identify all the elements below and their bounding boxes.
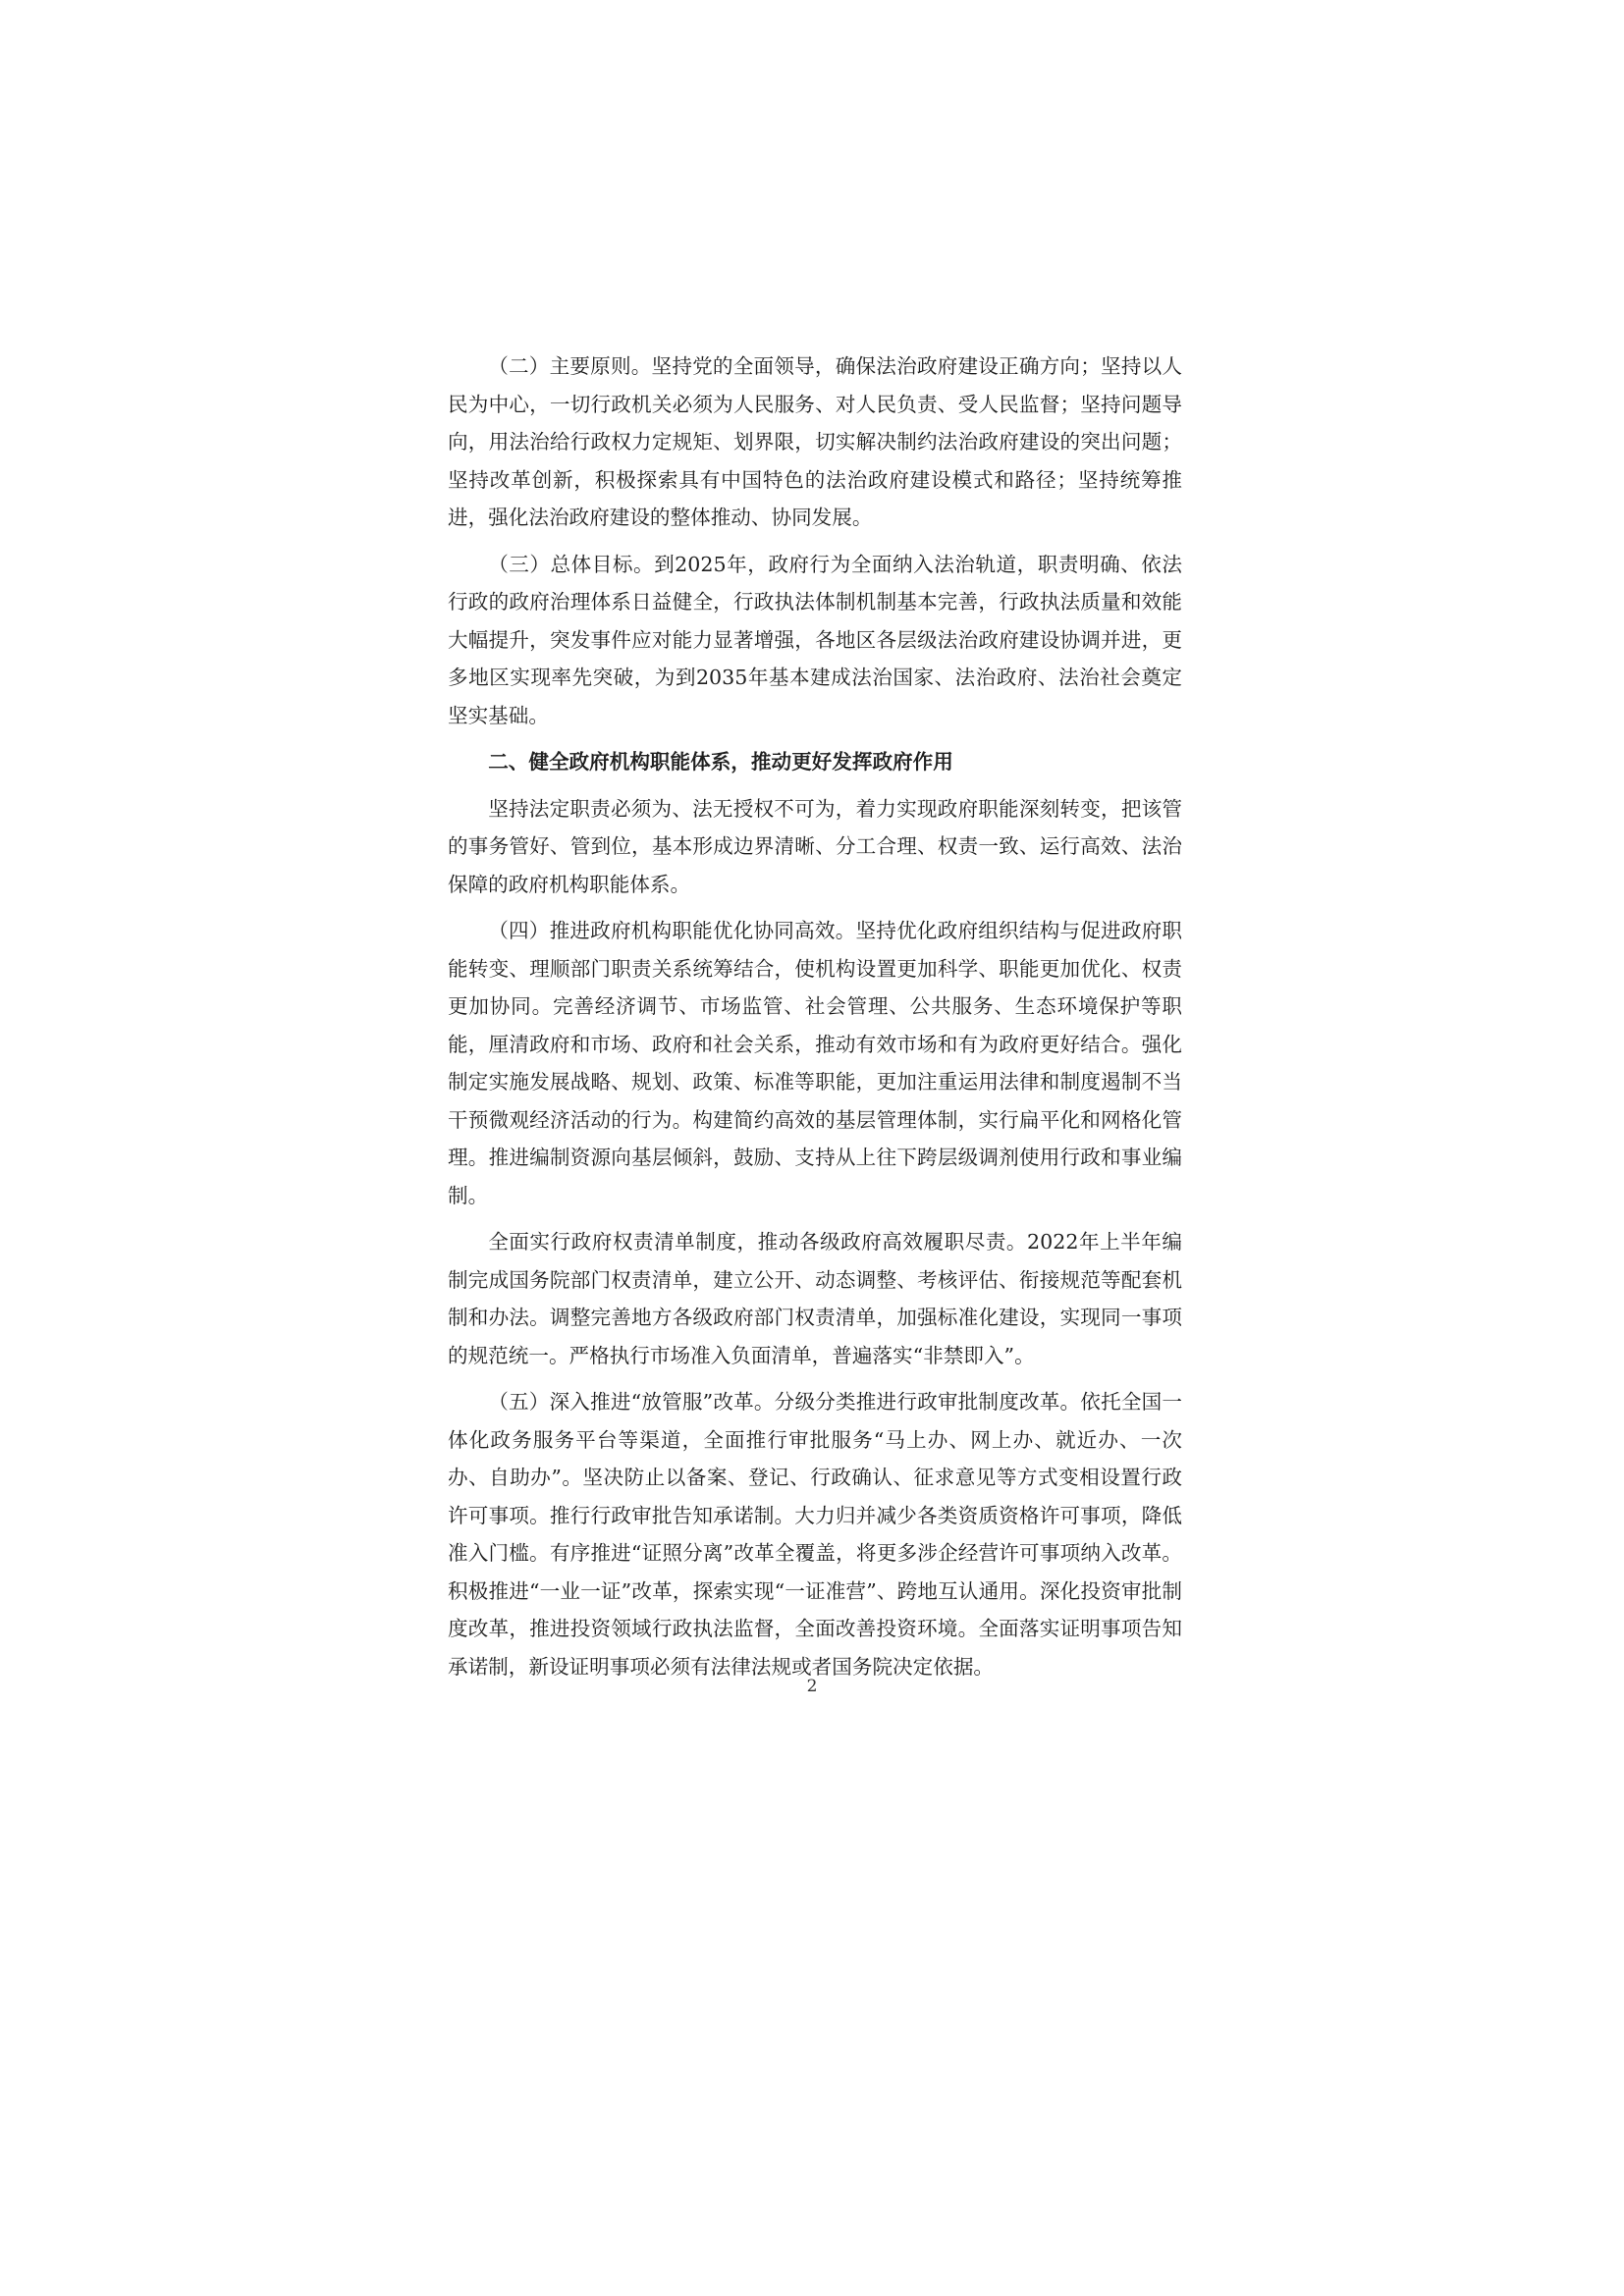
paragraph-reform: （五）深入推进“放管服”改革。分级分类推进行政审批制度改革。依托全国一体化政务服务平台等渠道，全面推行审批服务“马上办、网上办、就近办、一次办、自助办”。坚决防止以备案、登记、行政确认、征求意见等方式变相设置行政许可事项。推行行政审批告知承诺制。大力归并减少各类资质资格许可事项，降低准入门槛。有序推进“证照分离”改革全覆盖，将更多涉企经营许可事项纳入改革。积极推进“一业一证”改革，探索实现“一证准营”、跨地互认通用。深化投资审批制度改革，推进投资领域行政执法监督，全面改善投资环境。全面落实证明事项告知承诺制，新设证明事项必须有法律法规或者国务院决定依据。 <box>448 1390 1182 1679</box>
paragraph-overall-goal: （三）总体目标。到2025年，政府行为全面纳入法治轨道，职责明确、依法行政的政府治理体系日益健全，行政执法体制机制基本完善，行政执法质量和效能大幅提升，突发事件应对能力显著增强，各地区各层级法治政府建设协调并进，更多地区实现率先突破，为到2035年基本建成法治国家、法治政府、法治社会奠定坚实基础。 <box>448 552 1182 727</box>
paragraph-power-list: 全面实行政府权责清单制度，推动各级政府高效履职尽责。2022年上半年编制完成国务院部门权责清单，建立公开、动态调整、考核评估、衔接规范等配套机制和办法。调整完善地方各级政府部门权责清单，加强标准化建设，实现同一事项的规范统一。严格执行市场准入负面清单，普遍落实“非禁即入”。 <box>448 1230 1182 1367</box>
section-heading: 二、健全政府机构职能体系，推动更好发挥政府作用 <box>488 750 953 774</box>
paragraph-principles: （二）主要原则。坚持党的全面领导，确保法治政府建设正确方向；坚持以人民为中心，一切行政机关必须为人民服务、对人民负责、受人民监督；坚持问题导向，用法治给行政权力定规矩、划界限，切实解决制约法治政府建设的突出问题；坚持改革创新，积极探索具有中国特色的法治政府建设模式和路径；坚持统筹推进，强化法治政府建设的整体推动、协同发展。 <box>448 354 1182 529</box>
paragraph-statutory-duties: 坚持法定职责必须为、法无授权不可为，着力实现政府职能深刻转变，把该管的事务管好、管到位，基本形成边界清晰、分工合理、权责一致、运行高效、法治保障的政府机构职能体系。 <box>448 796 1182 896</box>
page-number: 2 <box>806 1677 818 1696</box>
document-body <box>448 347 1182 1694</box>
paragraph-institutional-functions: （四）推进政府机构职能优化协同高效。坚持优化政府组织结构与促进政府职能转变、理顺部门职责关系统筹结合，使机构设置更加科学、职能更加优化、权责更加协同。完善经济调节、市场监管、社会管理、公共服务、生态环境保护等职能，厘清政府和市场、政府和社会关系，推动有效市场和有为政府更好结合。强化制定实施发展战略、规划、政策、标准等职能，更加注重运用法律和制度遏制不当干预微观经济活动的行为。构建简约高效的基层管理体制，实行扁平化和网格化管理。推进编制资源向基层倾斜，鼓励、支持从上往下跨层级调剂使用行政和事业编制。 <box>448 919 1182 1207</box>
